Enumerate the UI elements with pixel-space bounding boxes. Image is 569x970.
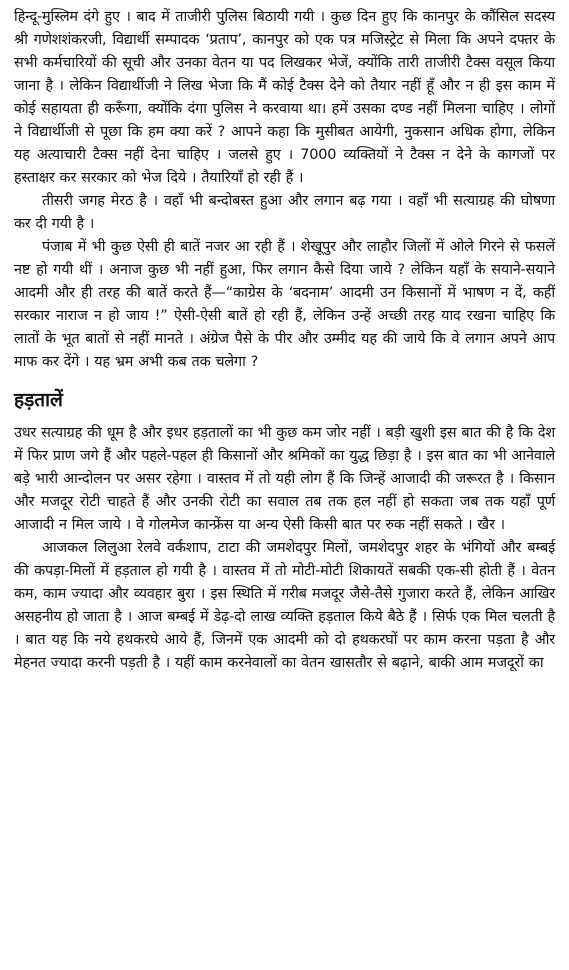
section-heading-strikes: हड़तालें — [14, 389, 63, 411]
paragraph-strikes-intro: उधर सत्याग्रह की धूम है और इधर हड़तालों का भी कुछ कम जोर नहीं । बड़ी खुशी इस बात की है कि देश में फिर प्राण जगे हैं और पहले-पहल ही किसानों और श्रमिकों का युद्ध छिड़ा है । इस बात का भी आनेवाले बड़े भारी आन्दोलन पर असर रहेगा । वास्तव में तो यही लोग हैं कि जिन्हें आजादी की जरूरत है । किसान और मजदूर रोटी चाहते हैं और उनकी रोटी का सवाल तब तक हल नहीं हो सकता जब तक यहाँ पूर्ण आजादी न मिल जाये । वे गोलमेज कान्फ्रेंस या अन्य ऐसी किसी बात पर रुक नहीं सकते । खैर । — [14, 425, 555, 533]
paragraph-strikes-details: आजकल लिलुआ रेलवे वर्कशाप, टाटा की जमशेदपुर मिलों, जमशेदपुर शहर के भंगियों और बम्बई की कपड़ा-मिलों में हड़ताल हो गयी है । वास्तव में तो मोटी-मोटी शिकायतें सबकी एक-सी होती हैं । वेतन कम, काम ज्यादा और व्यवहार बुरा । इस स्थिति में गरीब मजदूर जैसे-तैसे गुजारा करते हैं, लेकिन आखिर असहनीय हो जाता है । आज बम्बई में डेढ़-दो लाख व्यक्ति हड़ताल किये बैठे हैं । सिर्फ एक मिल चलती है । बात यह कि नये हथकरघे आये हैं, जिनमें एक आदमी को दो हथकरघों पर काम करना पड़ता है और मेहनत ज्यादा करनी पड़ती है । यहीं काम करनेवालों का वेतन खासतौर से बढ़ाने, बाकी आम मजदूरों का — [14, 540, 555, 671]
paragraph-ghazipur-kanpur-tax: हिन्दू-मुस्लिम दंगे हुए । बाद में ताजीरी पुलिस बिठायी गयी । कुछ दिन हुए कि कानपुर के कौंसिल सदस्य श्री गणेशशंकरजी, विद्यार्थी सम्पादक ‘प्रताप’, कानपुर को एक पत्र मजिस्ट्रेट से मिला कि अपने दफ्तर के सभी कर्मचारियों की सूची और उनका वेतन या पद लिखकर भेजें, क्योंकि तारी ताजीरी टैक्स वसूल किया जाना है । लेकिन विद्यार्थीजी ने लिख भेजा कि मैं कोई टैक्स देने को तैयार नहीं हूँ और न ही इस काम में कोई सहायता ही करूँगा, क्योंकि दंगा पुलिस ने करवाया था। हमें उसका दण्ड नहीं मिलना चाहिए । लोगों ने विद्यार्थीजी से पूछा कि हम क्या करें ? आपने कहा कि मुसीबत आयेगी, नुकसान अधिक होगा, लेकिन यह अत्याचारी टैक्स नहीं देना चाहिए । जलसे हुए । 7000 व्यक्तियों ने टैक्स न देने के कागजों पर हस्ताक्षर कर सरकार को भेज दिये । तैयारियाँ हो रही हैं । — [14, 9, 555, 186]
paragraph-punjab: पंजाब में भी कुछ ऐसी ही बातें नजर आ रही हैं । शेखूपुर और लाहौर जिलों में ओले गिरने से फसलें नष्ट हो गयी थीं । अनाज कुछ भी नहीं हुआ, फिर लगान कैसे दिया जाये ? लेकिन यहाँ के सयाने-सयाने आदमी और ही तरह की बातें करते हैं—“काग्रेस के ‘बदनाम’ आदमी उन किसानों में भाषण न दें, कहीं सरकार नाराज न हो जाय !” ऐसी-ऐसी बातें हो रही हैं, लेकिन उन्हें अच्छी तरह याद रखना चाहिए कि लातों के भूत बातों से नहीं मानते । अंग्रेज पैसे के पीर और उम्मीद यह की जाये कि वे लगान अपने आप माफ कर देंगे । यह भ्रम अभी कब तक चलेगा ? — [14, 239, 555, 370]
paragraph-meerut: तीसरी जगह मेरठ है । वहाँ भी बन्दोबस्त हुआ और लगान बढ़ गया । वहाँ भी सत्याग्रह की घोषणा कर दी गयी है । — [14, 193, 555, 232]
